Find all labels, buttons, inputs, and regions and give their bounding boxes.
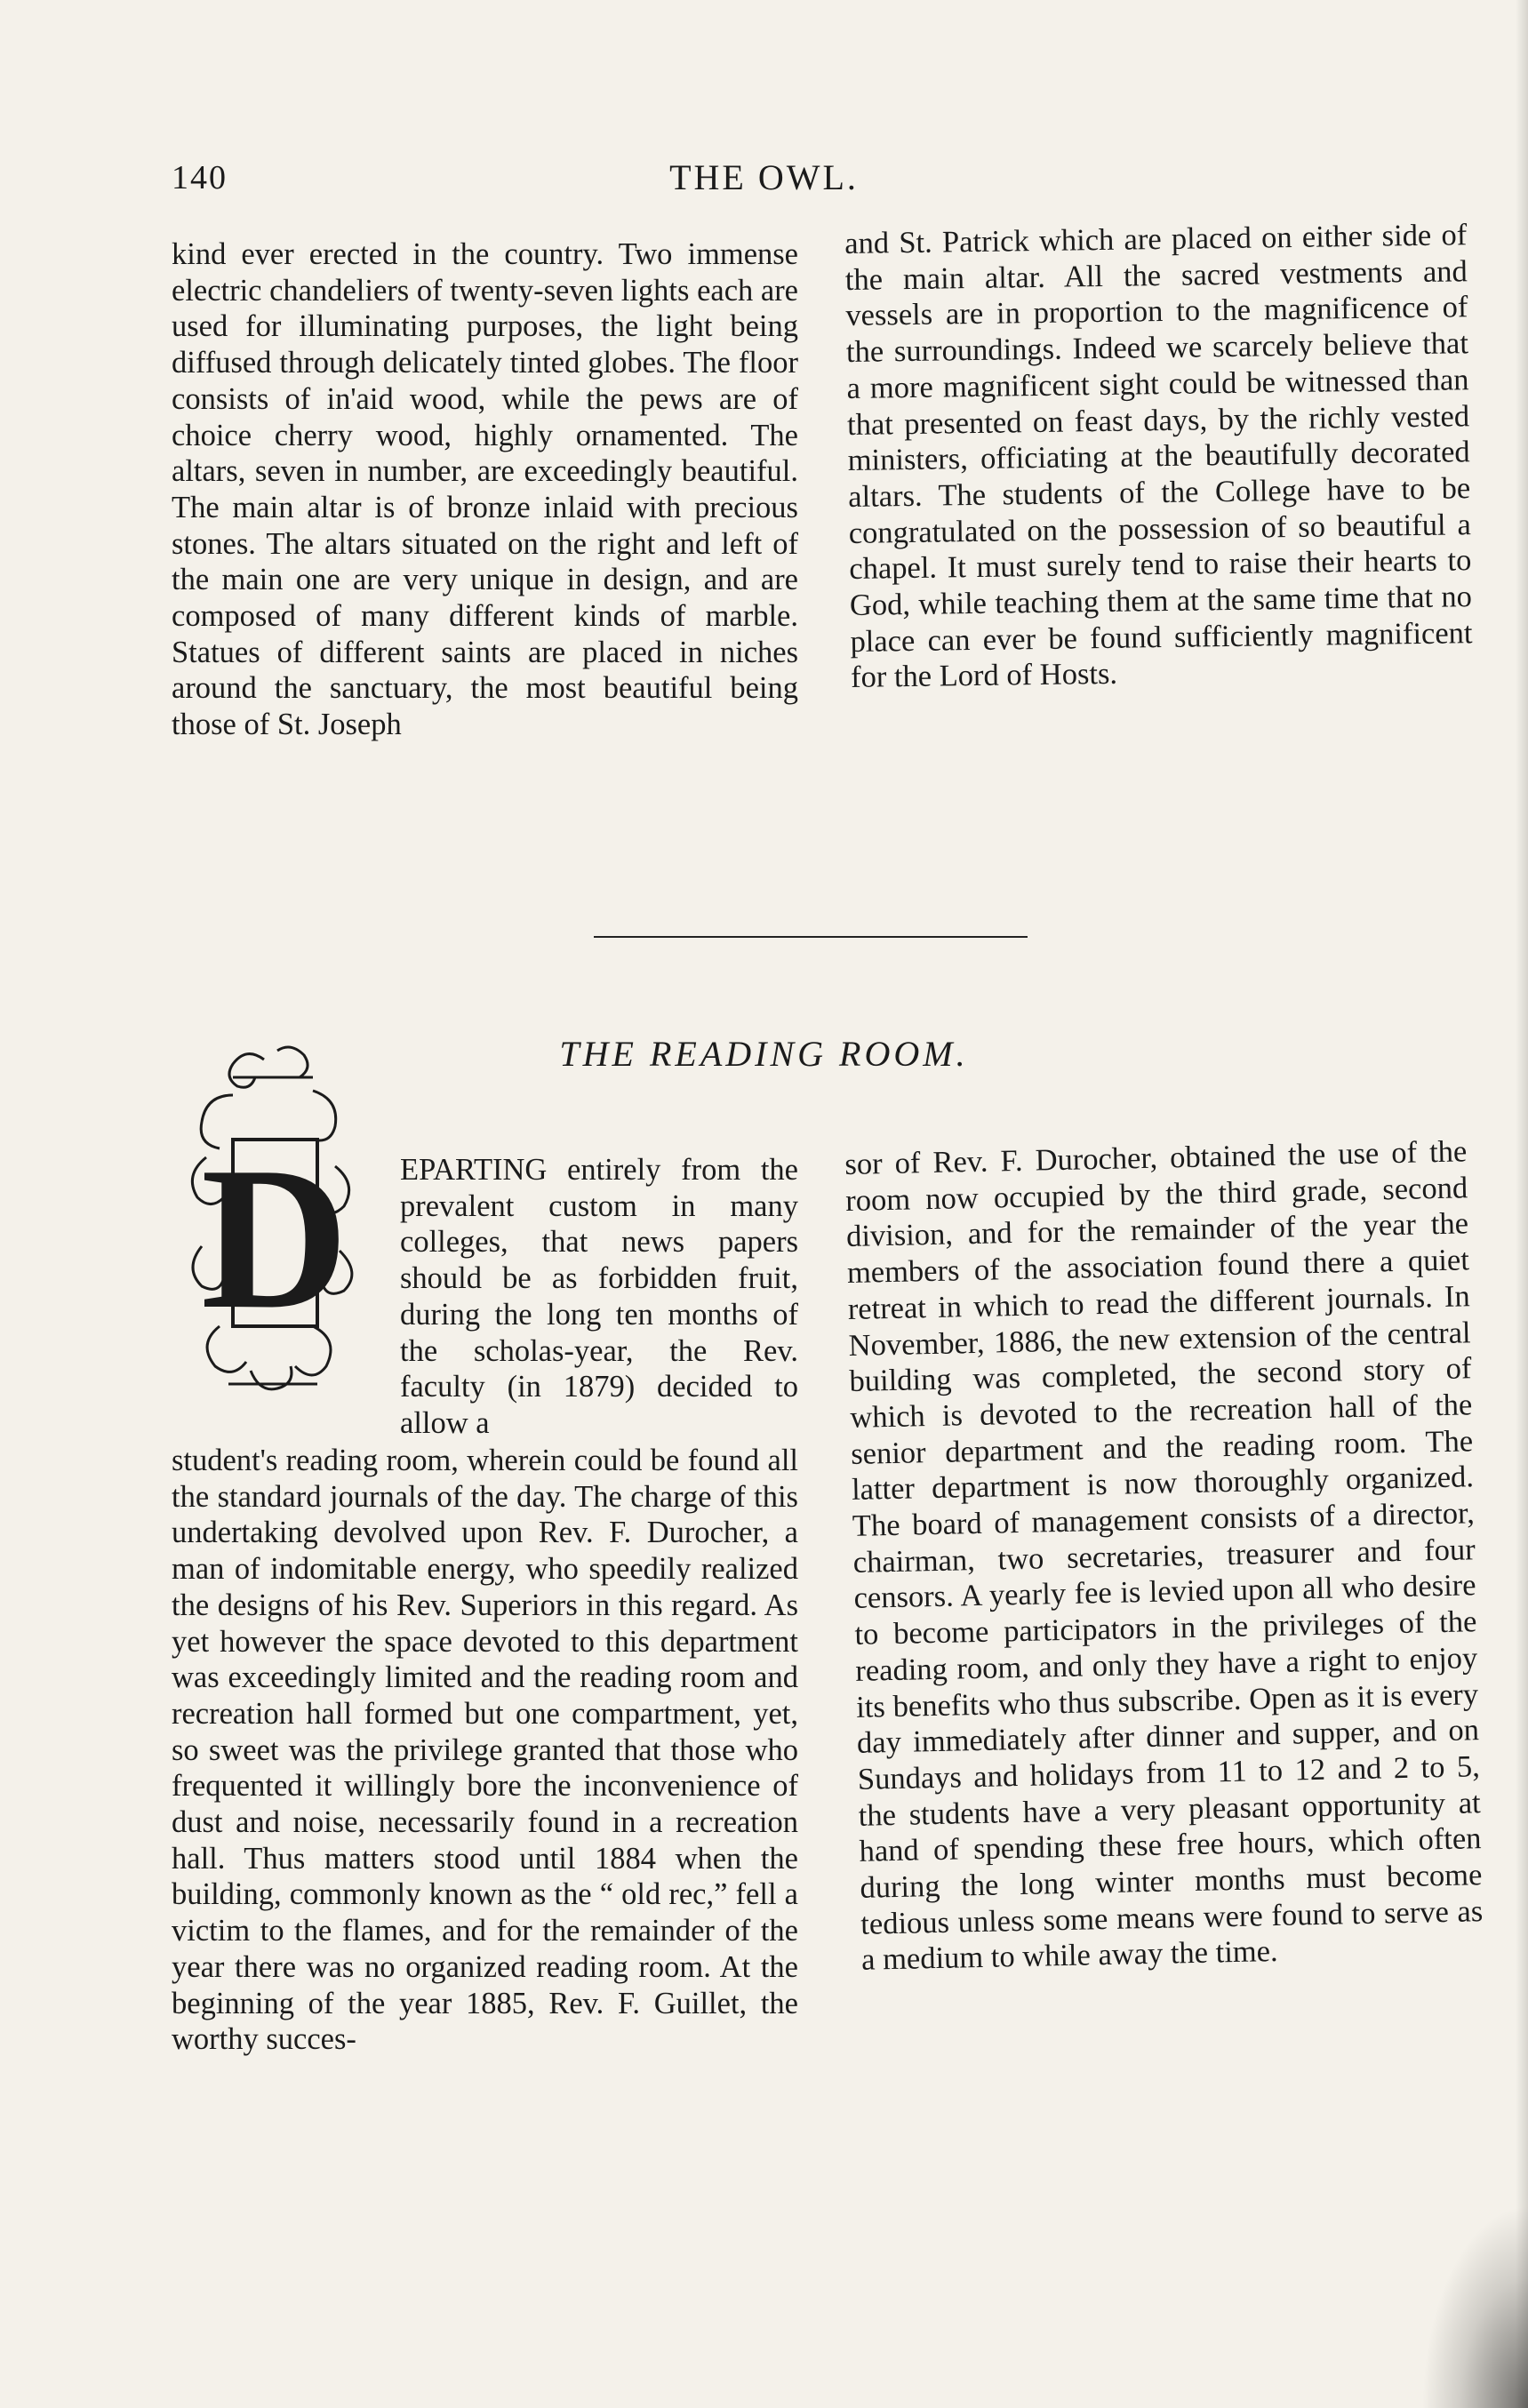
paragraph: sor of Rev. F. Durocher, obtained the use of the room now occupied by the third grade, second division, and for the remainder of the year the members of the association found there a quiet retreat in which to read the different journals. In November, 1886, the new extension of the central building was completed, the second story of which is devoted to the recreation hall of the senior department and the reading room. The latter department is now thoroughly organized. The board of management consists of a director, chairman, two secretaries, treasurer and four censors. A yearly fee is levied upon all who desire to become participators in the privileges of the reading room, and only they have a right to enjoy its benefits who thus subscribe. Open as it is every day immediately after dinner and supper, and on Sundays and holidays from 11 to 12 and 2 to 5, the students have a very pleasant opportunity at hand of spending these free hours, which often during the long winter months must become tedious unless some means were found to serve as a medium to while away the time. [844, 1134, 1484, 1978]
reading-room-left-column [172, 1443, 798, 2058]
paragraph: and St. Patrick which are placed on either side of the main altar. All the sacred vestments and vessels are in proportion to the magnificence of the surroundings. Indeed we scarcely believe that a more magnificent sight could be witnessed than that presented on feast days, by the richly vested ministers, officiating at the beautifully decorated altars. The students of the College have to be congratulated on the possession of so beautiful a chapel. It must surely tend to raise their hearts to God, while teaching them at the same time that no place can ever be found sufficiently magnificent for the Lord of Hosts. [844, 218, 1473, 695]
paragraph: student's reading room, wherein could be found all the standard journals of the day. The charge of this undertaking devolved upon Rev. F. Durocher, a man of indomitable energy, who speedily realized the designs of his Rev. Superiors in this regard. As yet however the space devoted to this department was exceedingly limited and the reading room and recreation hall formed but one compartment, yet, so sweet was the privilege granted that those who frequented it willingly bore the inconvenience of dust and noise, necessarily found in a recreation hall. Thus matters stood until 1884 when the building, commonly known as the “ old rec,” fell a victim to the flames, and for the remainder of the year there was no organized reading room. At the beginning of the year 1885, Rev. F. Guillet, the worthy succes- [172, 1444, 798, 2057]
scan-page-edge [1516, 0, 1528, 2408]
scan-shadow-corner [1421, 2204, 1528, 2408]
paragraph: EPARTING entirely from the prevalent custom in many colleges, that news papers should be as forbidden fruit, during the long ten months of the scholas-year, the Rev. faculty (in 1879) decided to allow a [400, 1153, 798, 1440]
section-title: THE READING ROOM. [559, 1034, 969, 1074]
paragraph: kind ever erected in the country. Two immense electric chandeliers of twenty-seven lights each are used for illuminating purposes, the light being diffused through delicately tinted globes. The floor consists of in'aid wood, while the pews are of choice cherry wood, highly ornamented. The altars, seven in number, are exceedingly beautiful. The main altar is of bronze inlaid with precious stones. The altars situated on the right and left of the main one are very unique in design, and are composed of many different kinds of marble. Statues of different saints are placed in niches around the sanctuary, the most beautiful being those of St. Joseph [172, 237, 798, 742]
running-title: THE OWL. [669, 157, 859, 197]
article-top-right-column [844, 217, 1473, 696]
ornamental-drop-cap [180, 1042, 366, 1402]
section-divider [594, 936, 1028, 938]
page-number: 140 [172, 159, 228, 196]
drop-cap-letter: D [200, 1124, 349, 1351]
reading-room-right-column [844, 1133, 1484, 1979]
reading-room-opening-text [400, 1152, 798, 1442]
article-top-left-column [172, 236, 798, 743]
